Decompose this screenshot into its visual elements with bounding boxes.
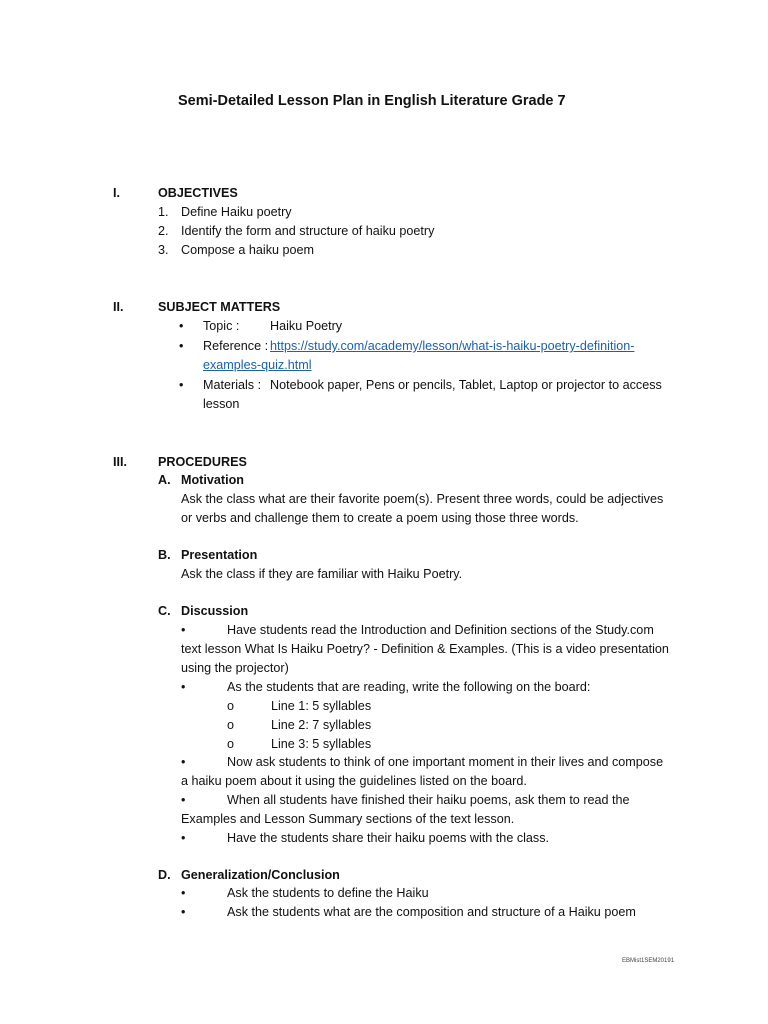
- discussion-text: As the students that are reading, write the following on the board:: [227, 680, 591, 694]
- generalization-item: Ask the students to define the Haiku: [227, 886, 429, 900]
- bullet: •: [179, 378, 184, 392]
- motivation-text: or verbs and challenge them to create a poem using those three words.: [181, 511, 579, 525]
- reference-label: Reference :: [203, 339, 269, 353]
- materials-text-continued: lesson: [203, 397, 240, 411]
- reference-link-continued[interactable]: examples-quiz.html: [203, 358, 312, 372]
- footer-code: EBMist1SEM20191: [622, 958, 675, 964]
- bullet: •: [179, 319, 184, 333]
- objective-item: Define Haiku poetry: [181, 205, 292, 219]
- topic-value: Haiku Poetry: [270, 319, 343, 333]
- discussion-heading: Discussion: [181, 604, 249, 618]
- section-numeral-i: I.: [113, 186, 120, 200]
- bullet: •: [181, 680, 186, 694]
- presentation-text: Ask the class if they are familiar with Haiku Poetry.: [181, 567, 463, 581]
- discussion-text: a haiku poem about it using the guidelines listed on the board.: [181, 774, 527, 788]
- objective-item: Identify the form and structure of haiku poetry: [181, 224, 435, 238]
- page-title: Semi-Detailed Lesson Plan in English Literature Grade 7: [178, 93, 566, 109]
- syllable-line: Line 2: 7 syllables: [271, 718, 372, 732]
- discussion-text: When all students have finished their haiku poems, ask them to read the: [227, 793, 630, 807]
- discussion-text: Examples and Lesson Summary sections of the text lesson.: [181, 812, 515, 826]
- subsection-letter: B.: [158, 548, 171, 562]
- materials-text: Notebook paper, Pens or pencils, Tablet, Laptop or projector to access: [270, 378, 662, 392]
- topic-label: Topic :: [203, 319, 240, 333]
- subsection-letter: D.: [158, 868, 171, 882]
- bullet: •: [181, 886, 186, 900]
- generalization-item: Ask the students what are the composition and structure of a Haiku poem: [227, 905, 636, 919]
- discussion-text: using the projector): [181, 661, 289, 675]
- objective-number: 3.: [158, 243, 169, 257]
- syllable-line: Line 1: 5 syllables: [271, 699, 372, 713]
- objective-number: 1.: [158, 205, 169, 219]
- objective-number: 2.: [158, 224, 169, 238]
- motivation-heading: Motivation: [181, 473, 244, 487]
- discussion-text: Now ask students to think of one important moment in their lives and compose: [227, 755, 664, 769]
- discussion-text: Have students read the Introduction and Definition sections of the Study.com: [227, 623, 654, 637]
- bullet: •: [181, 793, 186, 807]
- objectives-heading: OBJECTIVES: [158, 186, 238, 200]
- subsection-letter: A.: [158, 473, 171, 487]
- bullet: •: [179, 339, 184, 353]
- syllable-line: Line 3: 5 syllables: [271, 737, 372, 751]
- bullet: •: [181, 831, 186, 845]
- subject-heading: SUBJECT MATTERS: [158, 300, 281, 314]
- section-numeral-iii: III.: [113, 455, 127, 469]
- procedures-heading: PROCEDURES: [158, 455, 247, 469]
- generalization-heading: Generalization/Conclusion: [181, 868, 340, 882]
- reference-link[interactable]: https://study.com/academy/lesson/what-is-haiku-poetry-definition-: [270, 339, 635, 353]
- presentation-heading: Presentation: [181, 548, 258, 562]
- bullet: •: [181, 755, 186, 769]
- sub-bullet: o: [227, 718, 235, 732]
- section-numeral-ii: II.: [113, 300, 124, 314]
- motivation-text: Ask the class what are their favorite poem(s). Present three words, could be adjectives: [181, 492, 664, 506]
- sub-bullet: o: [227, 699, 235, 713]
- bullet: •: [181, 905, 186, 919]
- sub-bullet: o: [227, 737, 235, 751]
- objective-item: Compose a haiku poem: [181, 243, 315, 257]
- materials-label: Materials :: [203, 378, 262, 392]
- subsection-letter: C.: [158, 604, 171, 618]
- discussion-text: text lesson What Is Haiku Poetry? - Definition & Examples. (This is a video presentation: [181, 642, 669, 656]
- bullet: •: [181, 623, 186, 637]
- discussion-text: Have the students share their haiku poems with the class.: [227, 831, 550, 845]
